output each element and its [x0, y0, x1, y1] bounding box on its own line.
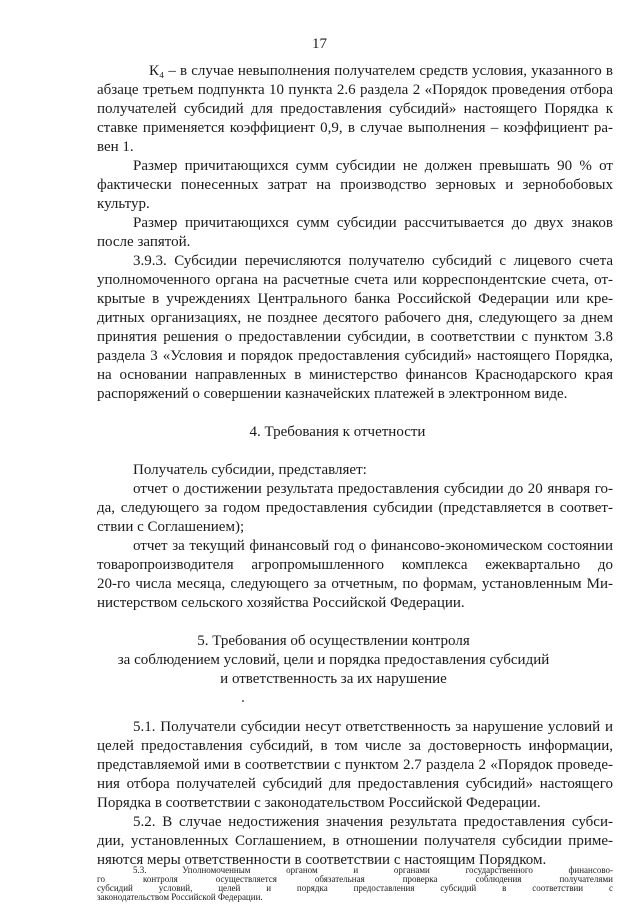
section-heading: 4. Требования к отчетности [249, 424, 426, 440]
text-line: крытые в учреждениях Центрального банка Российской Федерации или кре- [97, 291, 613, 307]
text-line: отчет о достижении результата предоставления субсидии до 20 января го- [133, 481, 613, 497]
text-line: Размер причитающихся сумм субсидии не должен превышать 90 % от [133, 158, 613, 174]
text-line: 5.2. В случае недостижения значения результата предоставления субси- [133, 814, 613, 830]
text-line: получателей субсидий для предоставления субсидий» настоящего Порядка к [97, 101, 613, 117]
text-line: товаропроизводителя агропромышленного комплекса ежеквартально до [97, 557, 613, 573]
section-heading: и ответственность за их нарушение [220, 671, 447, 687]
section-heading: 5. Требования об осуществлении контроля [197, 633, 470, 649]
text-line: отчет за текущий финансовый год о финансово-экономическом состоянии [133, 538, 613, 554]
text-line: дии, установленных Соглашением, в отношении получателя субсидии приме- [97, 833, 613, 849]
page-number: 17 [312, 36, 327, 52]
text-line: абзаце третьем подпункта 10 пункта 2.6 раздела 2 «Порядок проведения отбора [97, 82, 613, 98]
text-line: 20-го числа месяца, следующего за отчетным, по формам, установленным Ми- [97, 576, 613, 592]
text-line: Размер причитающихся сумм субсидии рассчитывается до двух знаков [133, 215, 613, 231]
scan-speck [242, 700, 244, 702]
text-line: нистерством сельского хозяйства Российской Федерации. [97, 595, 465, 611]
text-line: после запятой. [97, 234, 191, 250]
text-line: представляемой ими в соответствии с пунктом 2.7 раздела 2 «Порядок проведе- [97, 757, 613, 773]
text-line: уполномоченного органа на расчетные счета или корреспондентские счета, от- [97, 272, 613, 288]
text-line: ния отбора получателей субсидий для предоставления субсидий» настоящего [97, 776, 613, 792]
text-line: культур. [97, 196, 150, 212]
text-line: дитных организациях, не позднее десятого рабочего дня, следующего за днем [97, 310, 613, 326]
text-line: няются меры ответственности в соответствии с настоящим Порядком. [97, 852, 547, 868]
text-line: фактически понесенных затрат на производство зерновых и зернобобовых [97, 177, 613, 193]
text-line: субсидий условий, целей и порядка предоставления субсидий в соответствии с [97, 883, 613, 893]
text-line: на основании направленных в министерство финансов Краснодарского края [97, 367, 613, 383]
text-line: 5.1. Получатели субсидии несут ответственность за нарушение условий и [133, 719, 613, 735]
text-line: да, следующего за годом предоставления субсидии (представляется в соответ- [97, 500, 613, 516]
text-line: ставке применяется коэффициент 0,9, в случае выполнения – коэффициент ра- [97, 120, 613, 136]
text-line: законодательством Российской Федерации. [97, 892, 263, 902]
text-line: Порядка в соответствии с законодательством Российской Федерации. [97, 795, 541, 811]
section-heading: за соблюдением условий, цели и порядка предоставления субсидий [117, 652, 550, 668]
text-line: 3.9.3. Субсидии перечисляются получателю субсидий с лицевого счета [133, 253, 613, 269]
text-line: го контроля осуществляется обязательная проверка соблюдения получателями [97, 874, 613, 884]
text-line: вен 1. [97, 139, 134, 155]
text-line: распоряжений о совершении казначейских платежей в электронном виде. [97, 386, 568, 402]
text-line: К₄ – в случае невыполнения получателем средств условия, указанного в [149, 63, 613, 79]
text-line: Получатель субсидии, представляет: [133, 462, 367, 478]
text-line: раздела 3 «Условия и порядок предоставления субсидий» настоящего Порядка, [97, 348, 613, 364]
text-line: ствии с Соглашением); [97, 519, 245, 535]
text-line: 5.3. Уполномоченным органом и органами государственного финансово- [133, 865, 613, 875]
text-line: принятия решения о предоставлении субсидии, в соответствии с пунктом 3.8 [97, 329, 613, 345]
text-line: целей предоставления субсидий, в том числе за достоверность информации, [97, 738, 613, 754]
